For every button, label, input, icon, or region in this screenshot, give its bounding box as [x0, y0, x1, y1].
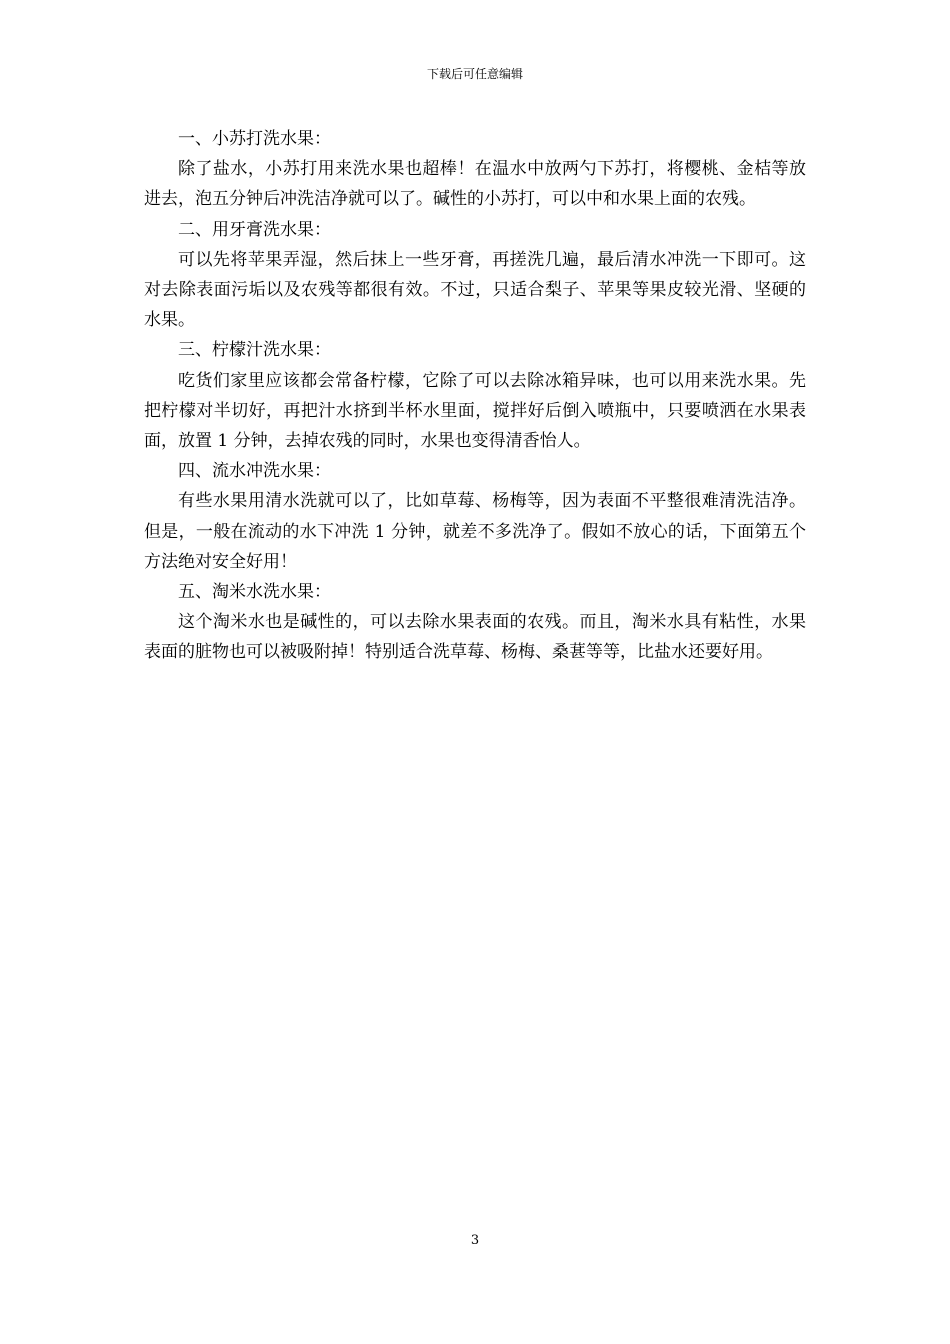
section-body-5: 这个淘米水也是碱性的，可以去除水果表面的农残。而且，淘米水具有粘性，水果表面的脏物也可以被吸附掉！特别适合洗草莓、杨梅、桑葚等等，比盐水还要好用。 — [144, 612, 806, 663]
section-body-1: 除了盐水，小苏打用来洗水果也超棒！在温水中放两勺下苏打，将樱桃、金桔等放进去，泡五分钟后冲洗洁净就可以了。碱性的小苏打，可以中和水果上面的农残。 — [144, 159, 806, 210]
page-number: 3 — [470, 1233, 480, 1248]
section-body-4: 有些水果用清水洗就可以了，比如草莓、杨梅等，因为表面不平整很难清洗洁净。但是，一般在流动的水下冲洗 1 分钟，就差不多洗净了。假如不放心的话，下面第五个方法绝对安全好用！ — [144, 491, 806, 572]
section-heading-4: 四、流水冲洗水果： — [178, 461, 331, 482]
section-heading-3: 三、柠檬汁洗水果： — [178, 340, 331, 361]
section-body-3: 吃货们家里应该都会常备柠檬，它除了可以去除冰箱异味，也可以用来洗水果。先把柠檬对半切好，再把汁水挤到半杯水里面，搅拌好后倒入喷瓶中，只要喷洒在水果表面，放置 1 分钟，去掉农残的同时，水果也变得清香怡人。 — [144, 370, 806, 452]
section-heading-1: 一、小苏打洗水果： — [178, 129, 331, 149]
section-heading-2: 二、用牙膏洗水果： — [178, 219, 331, 240]
section-body-2: 可以先将苹果弄湿，然后抹上一些牙膏，再搓洗几遍，最后清水冲洗一下即可。这对去除表面污垢以及农残等都很有效。不过，只适合梨子、苹果等果皮较光滑、坚硬的水果。 — [144, 249, 806, 331]
page-header: 下载后可任意编辑 — [426, 67, 523, 81]
section-heading-5: 五、淘米水洗水果： — [178, 582, 331, 603]
document-body — [144, 124, 806, 668]
